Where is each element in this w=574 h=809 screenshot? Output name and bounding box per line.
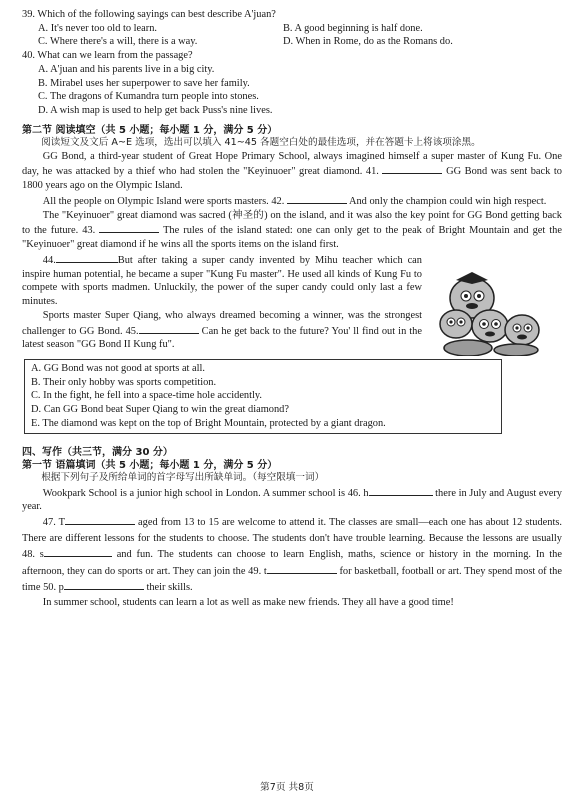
blank-48[interactable] [44, 546, 112, 557]
q40-option-a: A. A'juan and his parents live in a big city. [38, 63, 215, 75]
q39-options [38, 22, 562, 49]
option-a: A. GG Bond was not good at sports at all. [31, 362, 206, 374]
q40-option-c: C. The dragons of Kumandra turn people into stones. [38, 91, 259, 103]
blank-49[interactable] [267, 563, 337, 574]
writing-paragraph-1: Wookpark School is a junior high school in London. A summer school is 46. h there in July and August every year. [22, 485, 562, 514]
q40-option-d: D. A wish map is used to help get back Puss's nine lives. [38, 105, 273, 117]
blank-42[interactable] [287, 193, 347, 204]
q40-stem: 40. What can we learn from the passage? [22, 50, 193, 62]
blank-50[interactable] [64, 579, 144, 590]
blank-46[interactable] [369, 485, 433, 496]
passage-with-picture [22, 252, 562, 356]
q39-option-a: A. It's never too old to learn. [38, 22, 158, 34]
option-e: E. The diamond was kept on the top of Bright Mountain, protected by a giant dragon. [31, 417, 386, 429]
blank-43[interactable] [99, 222, 159, 233]
section2-instruction: 阅读短文及文后 A~E 选项，选出可以填入 41~45 各题空白处的最佳选项，并在答题卡上将该项涂黑。 [41, 137, 481, 149]
options-box [24, 359, 502, 434]
blank-41[interactable] [382, 163, 442, 174]
blank-44[interactable] [56, 252, 118, 263]
writing-paragraph-2: 47. T aged from 13 to 15 are welcome to attend it. The classes are small—each one has about 12 students. There are different lessons for the students to choose. The students don't have trouble learning. Because the lessons are usually 48. s and fun. The students can choose to learn English, maths, science or history in the morning. In the afternoon, they can do sports or art. They can join the 49. t for basketball, football or art. They spend most of the time 50. p their skills. [22, 514, 562, 596]
exam-page [22, 8, 562, 610]
passage-paragraph-2: All the people on Olympic Island were sports masters. 42. And only the champion could win high respect. [22, 193, 562, 209]
option-d: D. Can GG Bond beat Super Qiang to win the great diamond? [31, 404, 289, 416]
option-b: B. Their only hobby was sports competition. [31, 376, 217, 388]
part4-instruction: 根据下列句子及所给单词的首字母写出所缺单词。（每空限填一词） [41, 471, 325, 483]
q39-stem: 39. Which of the following sayings can best describe A'juan? [22, 9, 276, 20]
passage-paragraph-3: The "Keyinuoer" great diamond was sacred (神圣的) on the island, and it was also the key point for GG Bond getting back to the future. 43. The rules of the island stated: one can only get to the peak of Bright Mountain and get the "Keyinuoer" great diamond if he wins all the sports items on the island first. [22, 209, 562, 251]
passage-paragraph-5: Sports master Super Qiang, who always dreamed becoming a winner, was the strongest challenger to GG Bond. 45. Can he get back to the future? You' ll find out in the latest season "GG Bond II Kung fu". [22, 309, 422, 351]
blank-45[interactable] [139, 323, 199, 334]
part4-subtitle: 第一节 语篇填词（共 5 小题；每小题 1 分，满分 5 分） [22, 459, 278, 471]
passage-paragraph-1: GG Bond, a third-year student of Great Hope Primary School, always imagined himself a super master of Kung Fu. One day, he was attacked by a thief who had stolen the "Keyinuoer" great diamond. 41. GG Bond was sent back to 1800 years ago on the Olympic Island. [22, 150, 562, 192]
blank-47[interactable] [65, 514, 135, 525]
q40-option-b: B. Mirabel uses her superpower to save her family. [38, 77, 250, 89]
writing-paragraph-3: In summer school, students can learn a lot as well as make new friends. They all have a good time! [42, 597, 454, 609]
q39-option-d: D. When in Rome, do as the Romans do. [283, 36, 453, 48]
passage-paragraph-4: 44. But after taking a super candy invented by Mihu teacher which can inspire human potential, he became a super "Kung Fu master". He used all kinds of Kung Fu to compete with sports madmen. Unluckily, the power of the super candy could only last a few minutes. [22, 252, 422, 309]
part4-title: 四、写作（共三节，满分 30 分） [22, 446, 173, 458]
gg-bond-cartoon-picture [430, 258, 550, 356]
section2-title: 第二节 阅读填空（共 5 小题；每小题 1 分，满分 5 分） [22, 124, 278, 136]
option-c: C. In the fight, he fell into a space-time hole accidently. [31, 390, 263, 402]
page-number: 第7页 共8页 [260, 782, 314, 793]
q39-option-b: B. A good beginning is half done. [283, 22, 423, 34]
q39-option-c: C. Where there's a will, there is a way. [38, 36, 198, 48]
